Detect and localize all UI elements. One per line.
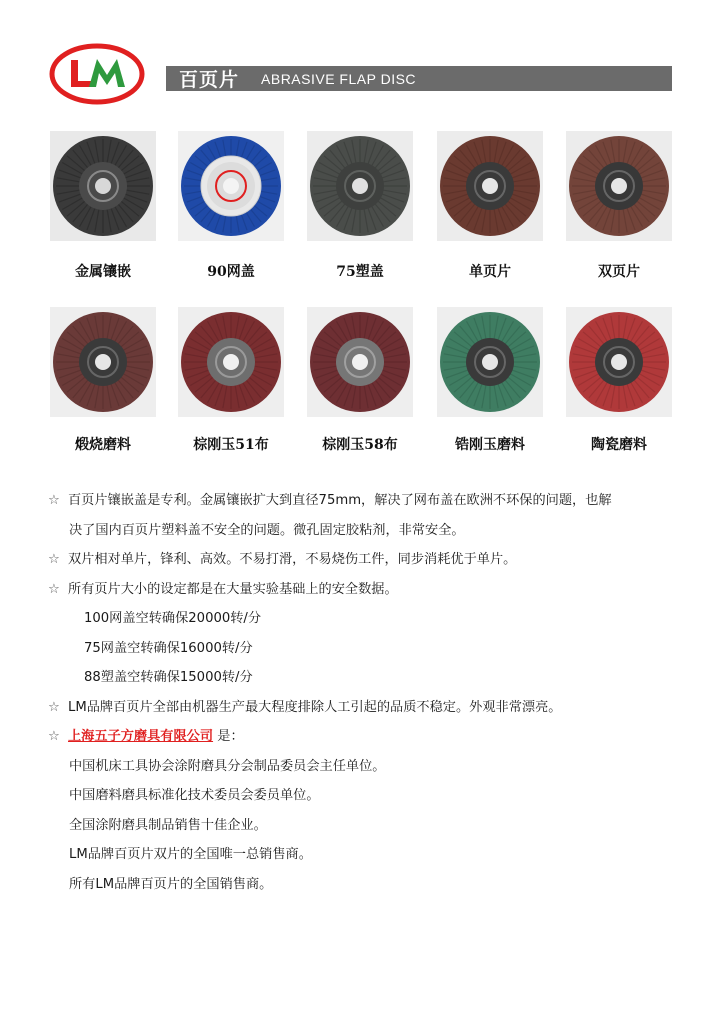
product-caption: 90网盖 [207,264,255,280]
paragraph-patent-cont: 决了国内百页片塑料盖不安全的问题。微孔固定胶粘剂，非常安全。 [69,522,465,538]
flap-disc-photo [307,131,413,241]
title-en: ABRASIVE FLAP DISC [261,70,417,87]
flap-disc-photo [50,131,156,241]
description [48,486,688,899]
product-caption: 单页片 [469,264,511,280]
flap-disc-photo [178,131,284,241]
paragraph-patent: ☆ 百页片镶嵌盖是专利。金属镶嵌扩大到直径75mm，解决了网布盖在欧洲不环保的问题，也解 [48,486,688,516]
product-card [50,307,156,453]
flap-disc-photo [50,307,156,417]
product-card [178,131,284,280]
product-caption: 棕刚玉51布 [193,437,269,453]
flap-disc-photo [307,307,413,417]
star-icon: ☆ [48,729,60,744]
speed-item: 75网盖空转确保16000转/分 [84,640,253,656]
title-zh: 百页片 [179,69,240,91]
product-caption: 棕刚玉58布 [322,437,398,453]
star-icon: ☆ [48,699,60,715]
flap-disc-photo [178,307,284,417]
product-card [307,131,413,280]
speed-item: 88塑盖空转确保15000转/分 [84,670,253,685]
lm-logo [49,43,145,105]
product-card [307,307,413,453]
flap-disc-photo [566,307,672,417]
product-card [566,131,672,280]
star-icon: ☆ [48,552,60,567]
product-caption: 锆刚玉磨料 [455,437,525,453]
flap-disc-photo [437,131,543,241]
product-card [50,131,156,280]
credential-item: 中国机床工具协会涂附磨具分会制品委员会主任单位。 [69,758,386,774]
product-caption: 陶瓷磨料 [591,437,647,453]
credential-item: 全国涂附磨具制品销售十佳企业。 [69,817,267,833]
product-card [437,131,543,280]
flap-disc-photo [437,307,543,417]
star-icon: ☆ [48,493,60,508]
speed-item: 100网盖空转确保20000转/分 [84,611,262,626]
product-caption: 75塑盖 [336,264,384,280]
company-name: 上海五子方磨具有限公司 [68,729,214,744]
product-caption: 金属镶嵌 [75,264,131,280]
credential-item: 所有LM品牌百页片的全国销售商。 [69,876,273,892]
paragraph-company: ☆ 上海五子方磨具有限公司 是： [48,722,688,752]
paragraph-quality: ☆ LM品牌百页片全部由机器生产最大程度排除人工引起的品质不稳定。外观非常漂亮。 [48,693,688,723]
credential-item: 中国磨料磨具标准化技术委员会委员单位。 [69,788,320,803]
product-caption: 煅烧磨料 [75,437,131,453]
product-card [566,307,672,453]
paragraph-safety: ☆ 所有页片大小的设定都是在大量实验基础上的安全数据。 [48,575,688,605]
flap-disc-photo [566,131,672,241]
star-icon: ☆ [48,581,60,597]
credential-item: LM品牌百页片双片的全国唯一总销售商。 [69,847,312,862]
title-bar [166,66,672,91]
product-card [437,307,543,453]
product-caption: 双页片 [598,264,640,280]
product-card [178,307,284,453]
paragraph-double: ☆ 双片相对单片，锋利、高效。不易打滑，不易烧伤工件，同步消耗优于单片。 [48,545,688,575]
